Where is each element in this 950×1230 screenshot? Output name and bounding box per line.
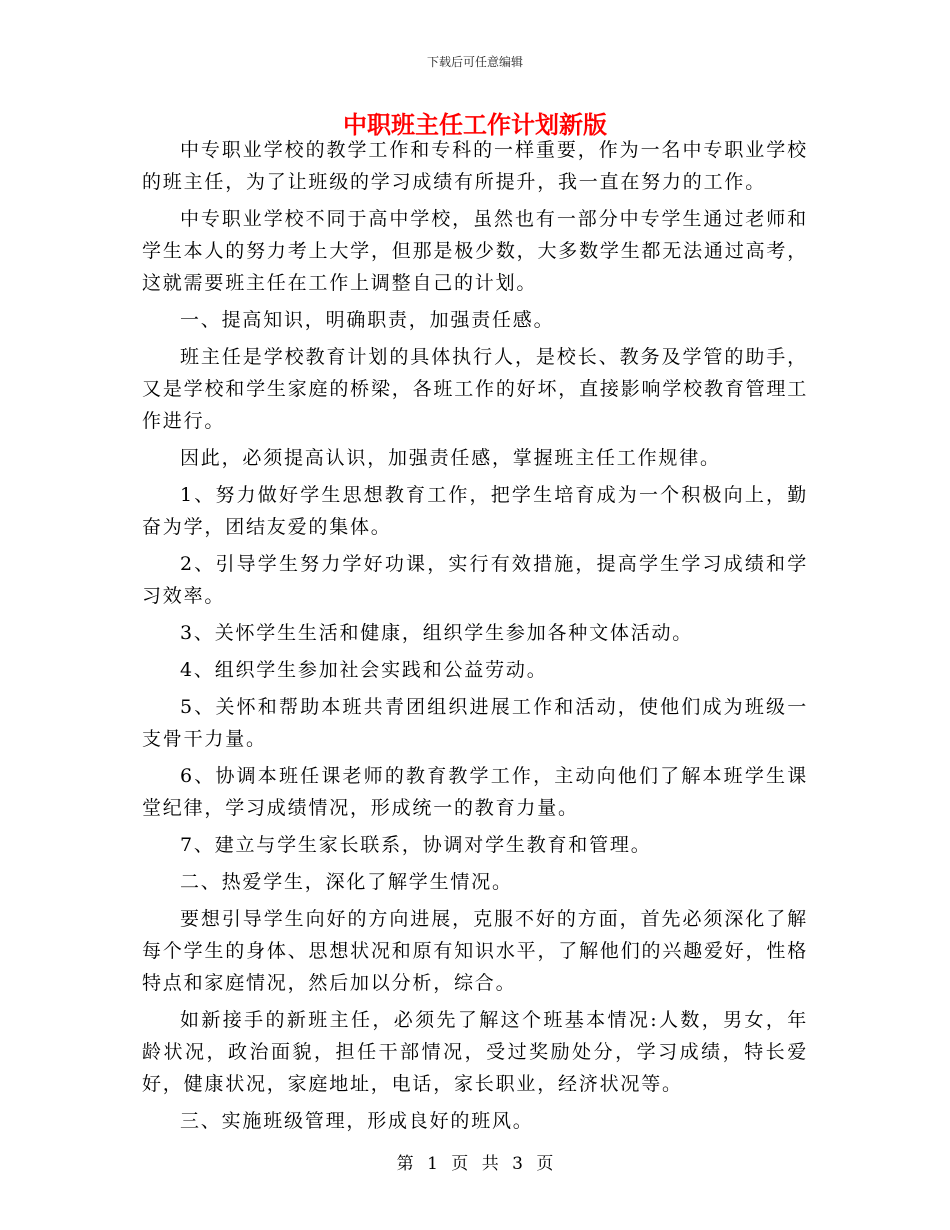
list-item: 1、努力做好学生思想教育工作，把学生培育成为一个积极向上，勤奋为学，团结友爱的集体。 [142,484,808,538]
paragraph: 班主任是学校教育计划的具体执行人，是校长、教务及学管的助手，又是学校和学生家庭的桥梁，各班工作的好坏，直接影响学校教育管理工作进行。 [142,346,808,432]
document-body [142,134,808,1142]
section-heading: 二、热爱学生，深化了解学生情况。 [180,871,513,893]
section-heading: 三、实施班级管理，形成良好的班风。 [180,1110,534,1132]
list-item: 2、引导学生努力学好功课，实行有效措施，提高学生学习成绩和学习效率。 [142,553,808,607]
paragraph: 要想引导学生向好的方向进展，克服不好的方面，首先必须深化了解每个学生的身体、思想状况和原有知识水平，了解他们的兴趣爱好，性格特点和家庭情况，然后加以分析，综合。 [142,908,808,994]
page-number-footer: 第 1 页 共 3 页 [396,1154,554,1174]
section-heading: 一、提高知识，明确职责，加强责任感。 [180,309,555,331]
list-item: 4、组织学生参加社会实践和公益劳动。 [180,659,548,681]
paragraph: 中专职业学校不同于高中学校，虽然也有一部分中专学生通过老师和学生本人的努力考上大学，但那是极少数，大多数学生都无法通过高考，这就需要班主任在工作上调整自己的计划。 [142,208,808,294]
paragraph: 因此，必须提高认识，加强责任感，掌握班主任工作规律。 [180,447,721,469]
list-item: 5、关怀和帮助本班共青团组织进展工作和活动，使他们成为班级一支骨干力量。 [142,696,808,750]
paragraph: 如新接手的新班主任，必须先了解这个班基本情况:人数，男女，年龄状况，政治面貌，担任干部情况，受过奖励处分，学习成绩，特长爱好，健康状况，家庭地址，电话，家长职业，经济状况等。 [142,1009,808,1095]
paragraph: 中专职业学校的教学工作和专科的一样重要，作为一名中专职业学校的班主任，为了让班级的学习成绩有所提升，我一直在努力的工作。 [142,139,808,193]
document-title: 中职班主任工作计划新版 [343,110,607,139]
list-item: 7、建立与学生家长联系，协调对学生教育和管理。 [180,834,652,856]
list-item: 3、关怀学生生活和健康，组织学生参加各种文体活动。 [180,622,694,644]
header-note: 下载后可任意编辑 [426,55,523,69]
list-item: 6、协调本班任课老师的教育教学工作，主动向他们了解本班学生课堂纪律，学习成绩情况，形成统一的教育力量。 [142,765,808,819]
